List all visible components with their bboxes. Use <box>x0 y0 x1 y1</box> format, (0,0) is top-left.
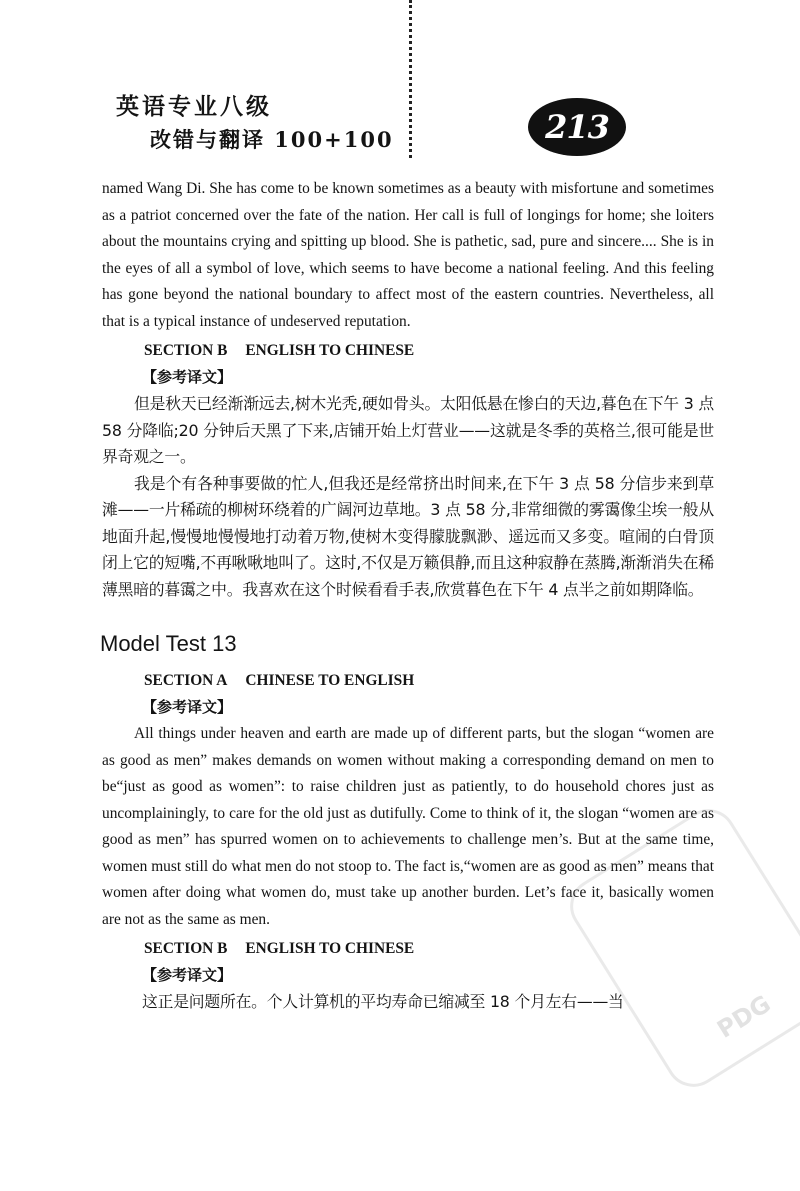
book-title-line1: 英语专业八级 <box>116 93 272 120</box>
page-number-badge <box>528 98 626 156</box>
reference-translation-label: 【参考译文】 <box>142 698 233 716</box>
section-a-heading <box>102 667 714 694</box>
book-title-line2: 改错与翻译 100+100 <box>150 127 394 152</box>
english-paragraph-continued: named Wang Di. She has come to be known sometimes as a beauty with misfortune and sometimes as a patriot concerned over the fate of the nation. Her call is full of longings for home; she loiters about the mountains crying and spitting up blood. She is pathetic, sad, pure and sincere.... She is in the eyes of all a symbol of love, which seems to have become a national feeling. And this feeling has gone beyond the national boundary to affect most of the eastern countries. Nevertheless, all that is a typical instance of undeserved reputation. <box>102 180 714 330</box>
header-dotted-divider <box>409 0 412 158</box>
page-number: 213 <box>545 108 609 146</box>
section-label: SECTION B <box>144 342 228 359</box>
english-paragraph-translation: All things under heaven and earth are made up of different parts, but the slogan “women are as good as men” makes demands on women without making a corresponding demand on men to be“just as good as women”: to raise children just as patiently, to do household chores just as uncomplainingly, to care for the old just as dutifully. Come to think of it, the slogan “women are as good as men” has spurred women on to achievements to challenge men’s. But at the same time, women must still do what men do not stoop to. The fact is,“women are as good as men” means that women after doing what women do, must take up another burden. Let’s face it, basically women are not as the same as men. <box>102 725 714 928</box>
section-title: ENGLISH TO CHINESE <box>245 342 415 359</box>
section-label: SECTION B <box>144 940 228 957</box>
watermark-text: PDG <box>712 989 776 1044</box>
section-title: CHINESE TO ENGLISH <box>245 672 415 689</box>
section-title: ENGLISH TO CHINESE <box>245 940 415 957</box>
reference-translation-label: 【参考译文】 <box>142 966 233 984</box>
model-test-title: Model Test 13 <box>100 631 237 656</box>
reference-translation-label: 【参考译文】 <box>142 368 233 386</box>
page-header <box>0 0 800 160</box>
section-b-heading-1 <box>102 337 714 364</box>
chinese-paragraph-2: 我是个有各种事要做的忙人,但我还是经常挤出时间来,在下午 3 点 58 分信步来到草滩——一片稀疏的柳树环绕着的广阔河边草地。3 点 58 分,非常细微的雾霭像尘埃一般从地面升起,慢慢地慢慢地打动着万物,使树木变得朦胧飘渺、遥远而又多变。喧闹的白骨顶闭上它的短嘴,不再啾啾地叫了。这时,不仅是万籁俱静,而且这种寂静在蒸腾,渐渐消失在稀薄黑暗的暮霭之中。我喜欢在这个时候看看手表,欣赏暮色在下午 4 点半之前如期降临。 <box>102 473 714 599</box>
section-label: SECTION A <box>144 672 228 689</box>
chinese-paragraph-1: 但是秋天已经渐渐远去,树木光秃,硬如骨头。太阳低悬在惨白的天边,暮色在下午 3 点 58 分降临;20 分钟后天黑了下来,店铺开始上灯营业——这就是冬季的英格兰,很可能是世界奇观之一。 <box>102 394 714 466</box>
chinese-paragraph-3: 这正是问题所在。个人计算机的平均寿命已缩减至 18 个月左右——当 <box>142 992 624 1011</box>
